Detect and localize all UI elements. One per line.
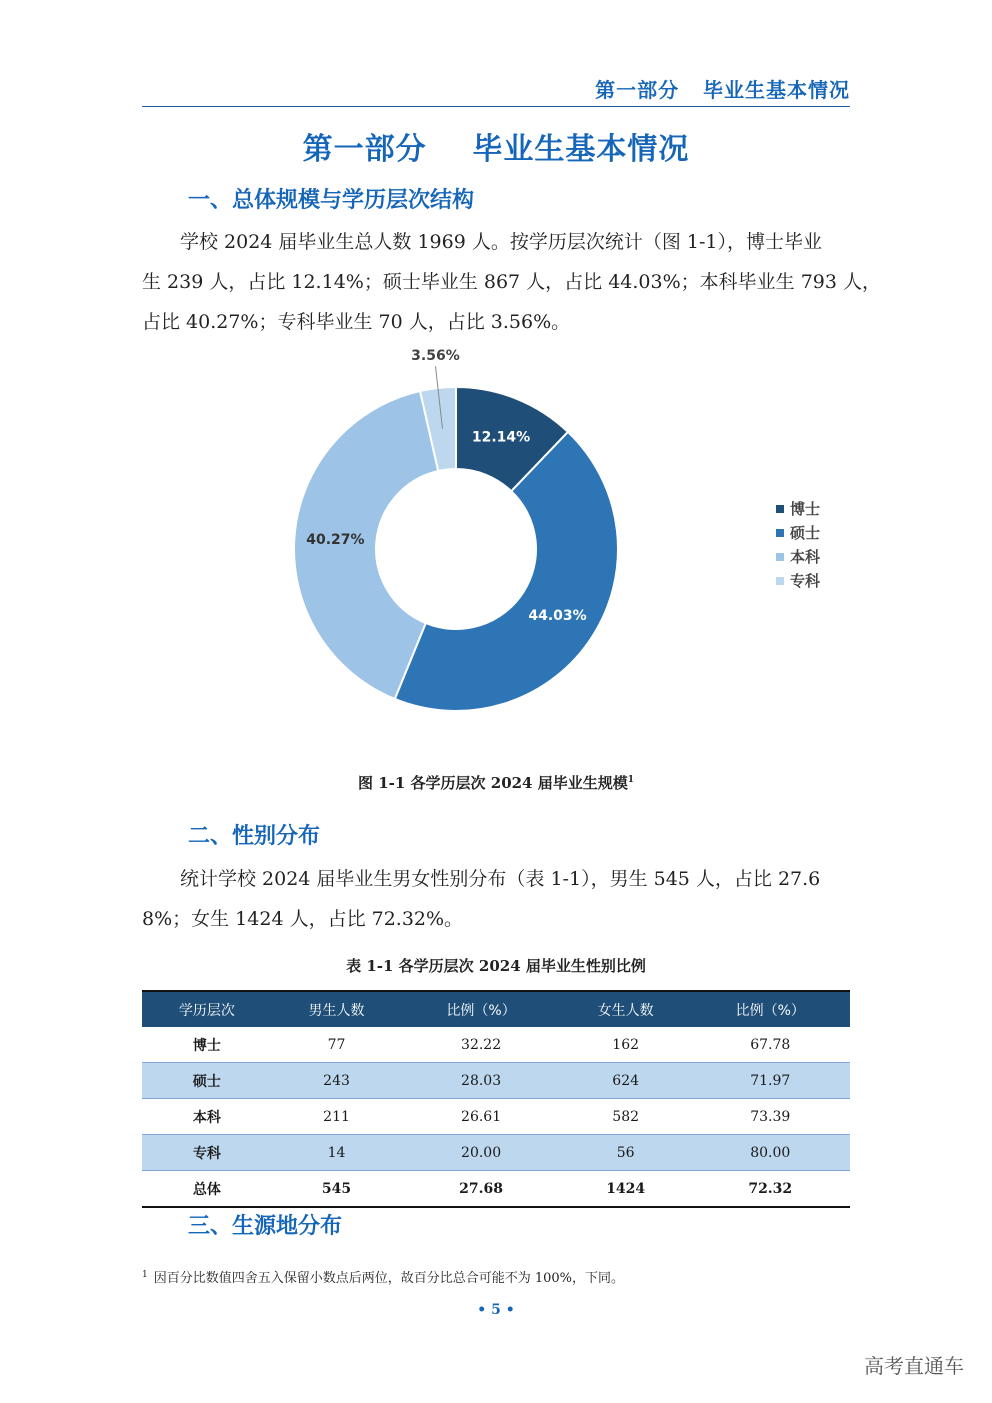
data-label: 3.56%	[411, 348, 460, 365]
table-cell: 28.03	[401, 1063, 560, 1099]
paragraph-line: 占比 40.27%；专科毕业生 70 人，占比 3.56%。	[142, 311, 571, 333]
table-cell: 26.61	[401, 1099, 560, 1135]
section-heading-gender: 二、性别分布	[188, 824, 321, 849]
footnote-marker: 1	[142, 1269, 148, 1280]
data-label: 12.14%	[471, 429, 531, 446]
legend-label: 硕士	[790, 524, 821, 542]
table-cell: 80.00	[691, 1135, 850, 1171]
section-heading-origin: 三、生源地分布	[188, 1214, 343, 1239]
table-cell: 1424	[561, 1171, 691, 1208]
table-cell: 545	[272, 1171, 402, 1208]
column-header: 男生人数	[272, 991, 402, 1027]
legend-label: 专科	[790, 572, 821, 590]
running-header-title: 第一部分 毕业生基本情况	[595, 78, 850, 102]
table-cell: 本科	[142, 1099, 272, 1135]
table-cell: 27.68	[401, 1171, 560, 1208]
data-label: 40.27%	[306, 532, 365, 549]
legend-swatch	[776, 505, 784, 513]
table-cell: 14	[272, 1135, 402, 1171]
table-total-row	[142, 1171, 850, 1208]
table-cell: 32.22	[401, 1027, 560, 1063]
legend-swatch	[776, 577, 784, 585]
column-header: 比例（%）	[401, 991, 560, 1027]
education-level-donut-chart	[142, 345, 850, 765]
table-cell: 56	[561, 1135, 691, 1171]
page-number: • 5 •	[477, 1302, 515, 1318]
legend-swatch	[776, 553, 784, 561]
footnote-ref: 1	[627, 775, 634, 785]
table-cell: 20.00	[401, 1135, 560, 1171]
table-row	[142, 1027, 850, 1063]
table-row	[142, 1063, 850, 1099]
column-header: 比例（%）	[691, 991, 850, 1027]
legend-swatch	[776, 529, 784, 537]
table-cell: 专科	[142, 1135, 272, 1171]
table-row	[142, 1099, 850, 1135]
figure-caption-text: 图 1-1 各学历层次 2024 届毕业生规模	[357, 774, 628, 792]
table-cell: 72.32	[691, 1171, 850, 1208]
table-header-row	[142, 991, 850, 1027]
footnote	[142, 1267, 624, 1286]
paragraph-line: 8%；女生 1424 人，占比 72.32%。	[142, 908, 464, 930]
overview-paragraph	[142, 222, 882, 342]
table-cell: 67.78	[691, 1027, 850, 1063]
footnote-text: 因百分比数值四舍五入保留小数点后两位，故百分比总合可能不为 100%，下同。	[153, 1271, 625, 1286]
table-cell: 73.39	[691, 1099, 850, 1135]
page-title: 第一部分 毕业生基本情况	[302, 132, 690, 167]
paragraph-line: 生 239 人，占比 12.14%；硕士毕业生 867 人，占比 44.03%；本科毕业生 793 人，	[142, 271, 882, 293]
table-cell: 243	[272, 1063, 402, 1099]
table-cell: 162	[561, 1027, 691, 1063]
gender-ratio-table	[142, 990, 850, 1208]
table-cell: 211	[272, 1099, 402, 1135]
paragraph-line: 学校 2024 届毕业生总人数 1969 人。按学历层次统计（图 1-1），博士毕业	[180, 231, 823, 253]
legend-label: 本科	[790, 548, 821, 566]
donut-chart-svg	[142, 345, 850, 765]
figure-caption	[0, 772, 992, 793]
column-header: 女生人数	[561, 991, 691, 1027]
table-cell: 总体	[142, 1171, 272, 1208]
table-cell: 77	[272, 1027, 402, 1063]
table-cell: 硕士	[142, 1063, 272, 1099]
paragraph-line: 统计学校 2024 届毕业生男女性别分布（表 1-1），男生 545 人，占比 27.6	[180, 868, 821, 890]
table-cell: 582	[561, 1099, 691, 1135]
table-cell: 624	[561, 1063, 691, 1099]
gender-paragraph	[142, 859, 850, 939]
table-caption: 表 1-1 各学历层次 2024 届毕业生性别比例	[346, 957, 646, 975]
watermark-text: 高考直通车	[864, 1354, 964, 1378]
table-row	[142, 1135, 850, 1171]
column-header: 学历层次	[142, 991, 272, 1027]
table-cell: 博士	[142, 1027, 272, 1063]
legend-label: 博士	[790, 500, 821, 518]
section-heading-overview: 一、总体规模与学历层次结构	[188, 188, 475, 213]
data-label: 44.03%	[528, 607, 587, 624]
header-rule	[142, 106, 850, 107]
table-cell: 71.97	[691, 1063, 850, 1099]
